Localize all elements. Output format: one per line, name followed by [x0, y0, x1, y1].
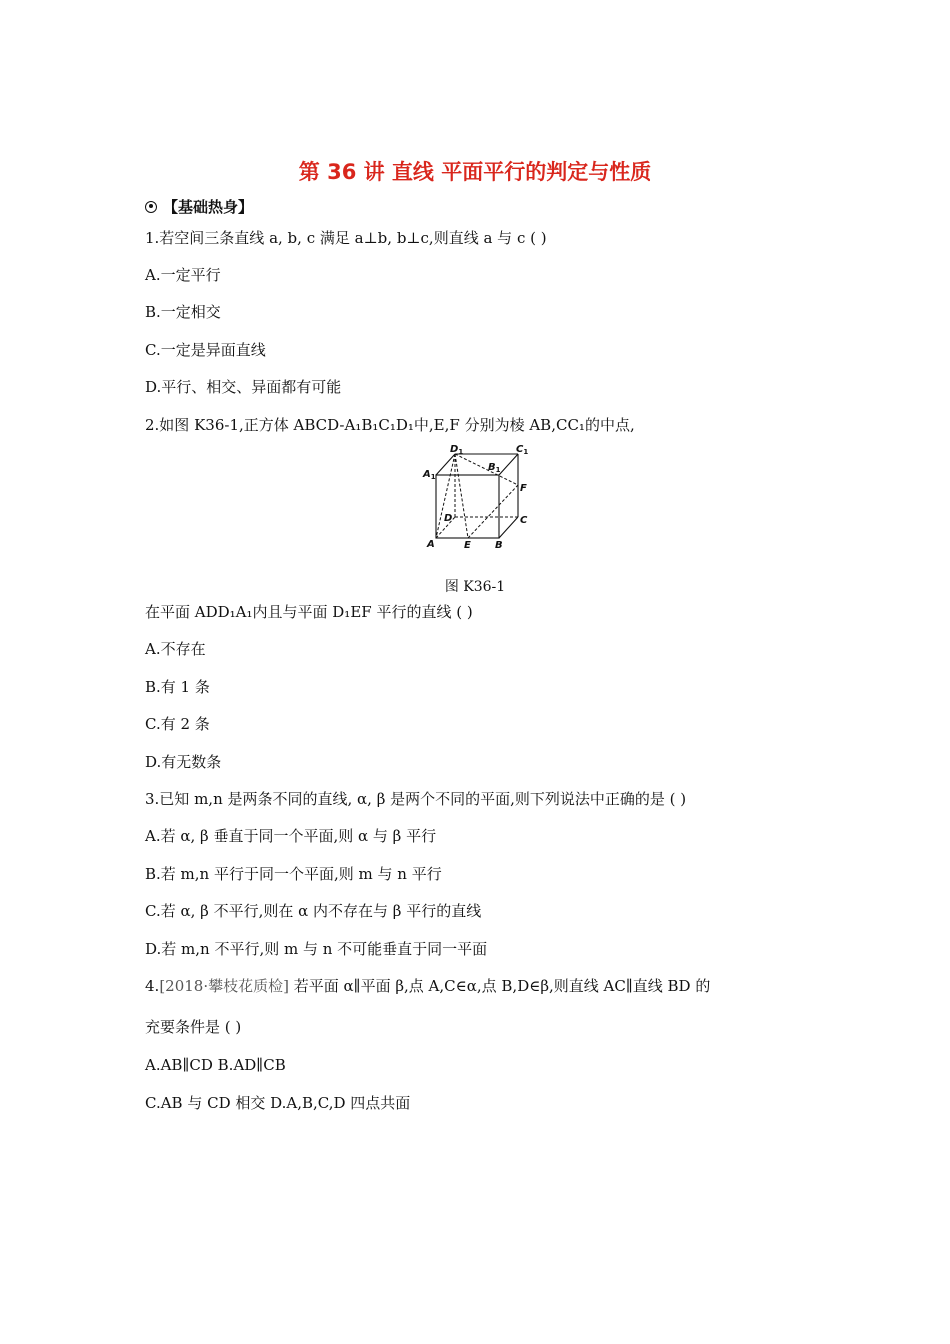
label-f: F	[520, 483, 527, 494]
q3-option-d: D.若 m,n 不平行,则 m 与 n 不可能垂直于同一平面	[145, 940, 488, 958]
label-a: A	[427, 539, 435, 550]
q1-option-b: B.一定相交	[145, 303, 221, 321]
label-a1: $A_1$	[423, 469, 436, 481]
q4-source: [2018·攀枝花质检]	[159, 977, 289, 995]
q3-option-a: A.若 α, β 垂直于同一个平面,则 α 与 β 平行	[145, 827, 437, 845]
q3-stem: 3.已知 m,n 是两条不同的直线, α, β 是两个不同的平面,则下列说法中正确的是 ( )	[145, 790, 687, 808]
q2-option-b: B.有 1 条	[145, 678, 210, 696]
q4-stem-continued: 充要条件是 ( )	[145, 1018, 242, 1036]
label-e: E	[464, 540, 471, 551]
q2-option-d: D.有无数条	[145, 753, 222, 771]
q4-options-ab: A.AB∥CD B.AD∥CB	[145, 1056, 286, 1074]
figure-caption: 图 K36-1	[444, 579, 506, 595]
bullet-icon	[145, 201, 157, 213]
label-b1: $B_1$	[488, 462, 501, 474]
label-c1: $C_1$	[516, 444, 529, 456]
q4-options-cd: C.AB 与 CD 相交 D.A,B,C,D 四点共面	[145, 1094, 411, 1112]
q2-stem-continued: 在平面 ADD₁A₁内且与平面 D₁EF 平行的直线 ( )	[145, 603, 473, 621]
section-heading	[145, 196, 253, 217]
q1-stem: 1.若空间三条直线 a, b, c 满足 a⊥b, b⊥c,则直线 a 与 c ( )	[145, 229, 547, 247]
q1-option-d: D.平行、相交、异面都有可能	[145, 378, 342, 396]
label-b: B	[495, 540, 503, 551]
q3-option-c: C.若 α, β 不平行,则在 α 内不存在与 β 平行的直线	[145, 902, 482, 920]
q2-stem: 2.如图 K36-1,正方体 ABCD-A₁B₁C₁D₁中,E,F 分别为棱 AB,CC₁的中点,	[145, 416, 635, 434]
q4-stem	[145, 976, 710, 996]
label-d1: $D_1$	[450, 444, 464, 456]
cube-figure	[418, 443, 538, 553]
page-title: 第 36 讲 直线 平面平行的判定与性质	[298, 160, 652, 184]
q2-option-a: A.不存在	[145, 640, 206, 658]
q1-option-c: C.一定是异面直线	[145, 341, 266, 359]
q4-number: 4.	[145, 977, 160, 995]
label-d: D	[444, 513, 453, 524]
q4-text: 若平面 α∥平面 β,点 A,C∈α,点 B,D∈β,则直线 AC∥直线 BD 的	[293, 977, 711, 995]
q2-option-c: C.有 2 条	[145, 715, 210, 733]
q1-option-a: A.一定平行	[145, 266, 221, 284]
q3-option-b: B.若 m,n 平行于同一个平面,则 m 与 n 平行	[145, 865, 442, 883]
label-c: C	[520, 515, 528, 526]
section-heading-text: 【基础热身】	[163, 198, 254, 216]
